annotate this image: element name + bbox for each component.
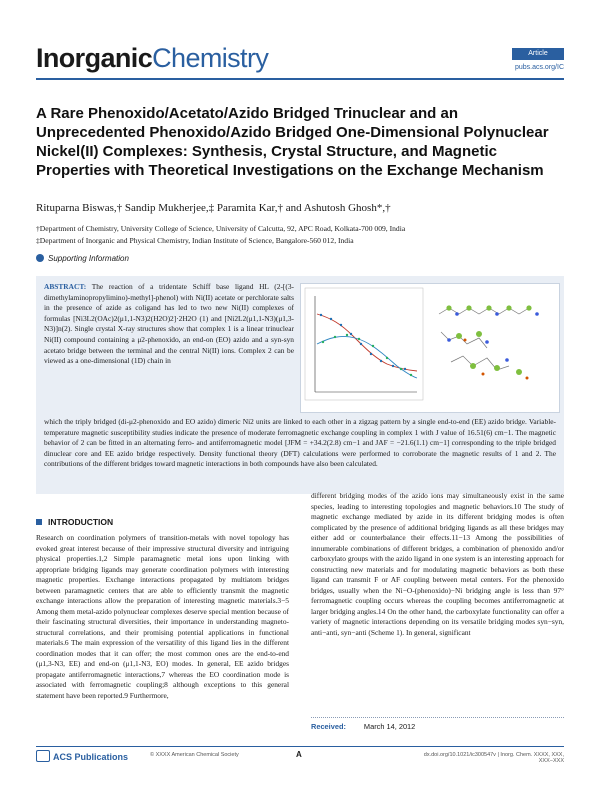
abstract-body-1: The reaction of a tridentate Schiff base ligand HL (2-[(3-dimethylaminopropylimino)-methyl]-phenol) with Ni(II) acetate or perchlorate salts in the presence of azide as coligand has led to two new Ni(II) complexes of formulas [Ni3L2(OAc)2(μ1,1-N3)2(H2O)2]·2H2O (1) and [Ni2L2(μ1,1-N3)(μ1,3-N3)]n(2). Single crystal X-ray structures show that complex 1 is a linear trinuclear Ni(II) compound containing a μ2-phenoxido, an end-on (EO) azido and a syn-syn acetato bridge between the terminal and the central Ni(II) ions. Complex 2 can be viewed as a one-dimensional (1D) chain in (44, 282, 294, 366)
doi-citation[interactable]: dx.doi.org/10.1021/ic300547v | Inorg. Chem. XXXX, XXX, XXX−XXX (423, 752, 564, 764)
intro-heading-label: INTRODUCTION (48, 517, 114, 527)
abstract-text-part1 (44, 282, 294, 367)
supporting-info-label: Supporting Information (48, 254, 129, 263)
copyright-notice: © XXXX American Chemical Society (150, 752, 239, 758)
journal-url-link[interactable]: pubs.acs.org/IC (514, 64, 564, 71)
abstract-label: ABSTRACT: (44, 282, 87, 291)
acs-publications-label: ACS Publications (53, 752, 129, 762)
article-type-badge: Article (512, 48, 564, 60)
page-number: A (296, 750, 302, 759)
acs-logo-icon (36, 750, 50, 762)
abstract-text-part2: which the triply bridged (di-μ2-phenoxido and EO azido) dimeric Ni2 units are linked to each other in a zigzag pattern by a single end-to-end (EE) azido bridge. Variable-temperature magnetic susceptibility studies indicate the presence of moderate ferromagnetic exchange coupling in complex 1 with J value of 16.51(6) cm−1. The magnetic behavior of 2 can be fitted in an alternating ferro- and antiferromagnetic model [JFM = +34.2(2.8) cm−1 and JAF = −21.6(1.1) cm−1] corresponding to the triple bridged dinuclear core and EE azido bridge respectively. Density functional theory (DFT) calculations were performed to corroborate the magnetic results of 1 and 2. The contributions of the different bridges toward magnetic interactions in both compounds have also been calculated. (44, 417, 556, 469)
footer-rule (36, 746, 564, 747)
received-line (311, 722, 415, 731)
author-list: Rituparna Biswas,† Sandip Mukherjee,‡ Paramita Kar,† and Ashutosh Ghosh*,† (36, 202, 391, 214)
toc-graphic-svg (301, 284, 559, 412)
journal-logo-word2: Chemistry (152, 43, 269, 73)
supporting-info-link[interactable] (36, 254, 129, 263)
received-label: Received: (311, 722, 346, 731)
intro-column-right: different bridging modes of the azido ions may simultaneously exist in the same species, leading to interesting topologies and magnetic behaviors.10 The study of magnetic exchange mediated by azide in its different bridging modes is often complicated by the presence of additional bridging ligands as all these bridges may either add or counterbalance their effects.11−13 Among the possibilities of innumerable combinations of different bridges, a combination of phenoxido and/or carboxylato groups with the azido ligand in one system is an interesting approach for constructing new materials and for modulating magnetic behaviors as both these ligand can transmit F or AF coupling between metal centers. For the phenoxido bridges, usually when the Ni−O-(phenoxido)−Ni bridging angle is less than 97° ferromagnetic coupling occurs whereas the coupling becomes antiferromagnetic at larger bridging angles.14 On the other hand, the carboxylate functionality can offer a variety of magnetic interactions depending on its versatile bridging modes syn−syn, anti−anti, syn−anti (Scheme 1). In general, significant (311, 491, 564, 637)
intro-column-left: Research on coordination polymers of transition-metals with novel topology has evoked great interest because of their impressive structural diversity and intriguing physical properties.1,2 Simple paramagnetic metal ions upon linking with appropriate bridging ligands may generate coordination polymers with interesting magnetic properties. Exchange interactions propagated by multiatom bridges between paramagnetic centers that are able to efficiently transmit the magnetic exchange interactions allow the preparation of interesting magnetic materials.3−5 Among them metal-azido polynuclear complexes deserve special mention because of their fascinating structural diversities, their importance in understanding magneto-structural correlations, and their promising potential applications in functional materials.6 The main expression of the versatility of this ligand lies in the different coordination modes that it can offer; the most common ones are the end-to-end (μ1,3-N3, EE) and end-on (μ1,1-N3, EO) modes. In general, EE azido bridges propagate antiferromagnetic interactions,7 whereas the EO coordination mode is associated with ferromagnetic coupling;8 although exceptions to this general statement have been reported.9 Furthermore, (36, 533, 289, 700)
toc-graphic (300, 283, 560, 413)
intro-heading (36, 517, 113, 527)
affiliation-2: ‡Department of Inorganic and Physical Chemistry, Indian Institute of Science, Bangalore-560 012, India (36, 236, 354, 245)
supporting-info-icon (36, 254, 44, 262)
paper-title: A Rare Phenoxido/Acetato/Azido Bridged Trinuclear and an Unprecedented Phenoxido/Azido Bridged One-Dimensional Polynuclear Nickel(II) Complexes: Synthesis, Crystal Structure, and Magnetic Properties with Theoretical Investigations on the Exchange Mechanism (36, 105, 549, 179)
received-divider (311, 717, 564, 718)
section-marker-icon (36, 519, 42, 525)
acs-publications-logo[interactable] (36, 750, 128, 762)
header-rule (36, 78, 564, 80)
received-date: March 14, 2012 (363, 722, 416, 731)
journal-logo (36, 44, 268, 72)
affiliation-1: †Department of Chemistry, University College of Science, University of Calcutta, 92, APC Road, Kolkata-700 009, India (36, 224, 406, 233)
journal-logo-word1: Inorganic (36, 43, 153, 73)
